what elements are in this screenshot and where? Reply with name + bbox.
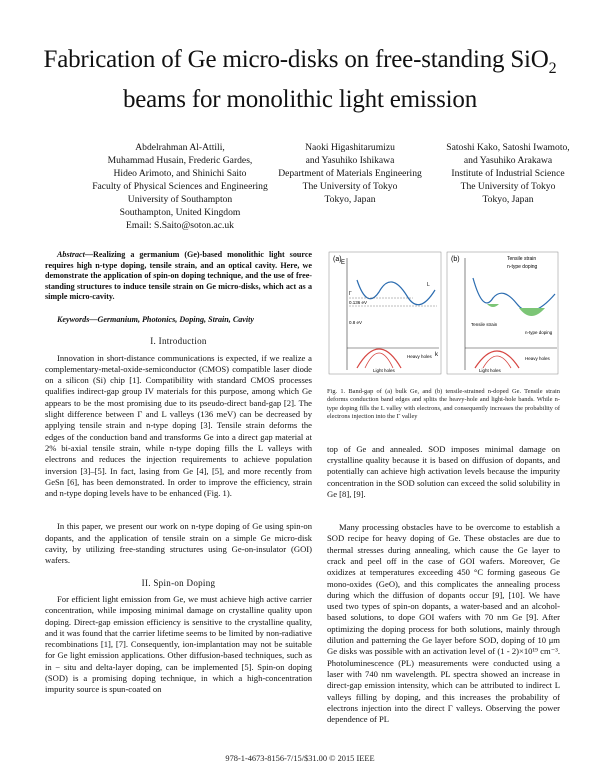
affiliation-line: Tokyo, Japan [482,194,534,205]
panel-b-tensile-top: Tensile strain [507,256,537,262]
panel-a-light-hole-band [365,353,393,368]
affiliation-line: Faculty of Physical Sciences and Engineering [92,181,268,192]
right-column [327,250,560,725]
affiliation-line: Southampton, United Kingdom [119,207,241,218]
section-heading-introduction: I. Introduction [150,336,207,347]
band-diagram [327,250,560,378]
panel-a-l: L [427,282,430,288]
panel-a-k-label: k [435,352,438,358]
page-footer: 978-1-4673-8156-7/15/$31.00 © 2015 IEEE [225,754,375,763]
panel-a-136-label: 0.136 eV [349,300,368,305]
author-line: Abdelrahman Al-Attili, [135,142,225,153]
title-line-1: Fabrication of Ge micro-disks on free-standing SiO [43,46,549,73]
section-heading-spin-on-doping: II. Spin-on Doping [141,577,216,588]
intro-paragraph-2: In this paper, we present our work on n-type doping of Ge using spin-on dopants, and the application of tensile strain on a simple Ge micro-disk cavity, by utilizing free-standing structures using Ge-on-insulator (GOI) wafers. [45,521,312,566]
author-line: Satoshi Kako, Satoshi Iwamoto, [446,142,570,153]
intro-paragraph-1: Innovation in short-distance communications is expected, if we realize a complementary-metal-oxide-semiconductor (CMOS) compatible laser diode on a silicon (Si) chip [1]. Compatibility with standard CMOS processes qualifies indirect-gap group IV materials for this purpose, among which Ge appears to be the most promising due to its pseudo-direct band-gap [2]. The slight difference between Γ and L valleys (136 meV) can be decreased by applying tensile strain and n-type doping [3]. Tensile strain deforms the edges of the conduction band and transforms Ge into a direct gap material at 2% bi-axial tensile strain, while n-type doping fills the L valleys with electrons and reduces the injection requirements to achieve population inversion [3]–[5]. In fact, lasing from Ge [4], [5], and more recently from GeSn [6], has been demonstrated. In order to improve the efficiency, strain and n-type doping levels have to be enhanced (Fig. 1). [45,352,312,499]
author-group-tokyo-materials [262,141,438,206]
author-email: Email: S.Saito@soton.ac.uk [126,220,234,231]
abstract-label: Abstract [57,250,85,259]
author-line: Naoki Higashitarumizu [305,142,395,153]
panel-a-light-holes: Light holes [373,368,395,373]
panel-b-heavy-hole-band [475,351,519,368]
panel-b-tensile-label: Tensile strain [471,322,498,327]
author-line: Hideo Arimoto, and Shinichi Saito [113,168,247,179]
keywords: Keywords—Germanium, Photonics, Doping, Strain, Cavity [57,314,254,324]
panel-a-08-label: 0.8 eV [349,320,363,325]
panel-a-gamma: Γ [349,291,352,297]
affiliation-line: The University of Tokyo [302,181,398,192]
author-group-southampton [80,141,280,232]
left-column [45,250,312,696]
figure-1-caption: Fig. 1. Band-gap of (a) bulk Ge, and (b) tensile-strained n-doped Ge. Tensile strain deforms conduction band edges and splits the heavy-hole and light-hole bands. While n-type doping fills the L valley with electrons, and consequently increases the probability of electrons injection into the Γ valley [327,388,560,421]
author-line: and Yasuhiko Ishikawa [305,155,395,166]
sod-paragraph-1: For efficient light emission from Ge, we must achieve high active carrier concentration, while imposing minimal damage on crystalline quality upon doping. Direct-gap emission efficiency is sensitive to the crystalline quality, and it was found that the carrier lifetime seems to be limited by non-radiative recombinations [1], [7]. Consequently, ion-implantation may not be suitable for Ge light emission applications. Other diffusion-based techniques, such as in − situ and delta-layer doping, can be implemented [5]. Spin-on doping (SOD) is a promising doping technique, in which a high-concentration impurity source is spun-coated on [45,593,312,695]
title-line-2: beams for monolithic light emission [122,86,478,113]
author-group-tokyo-iis [418,141,598,206]
panel-b-label: (b) [451,256,460,263]
panel-a-e-label: E [341,260,346,266]
panel-b-l-valley-fill [519,308,545,316]
panel-a-heavy-hole-band [357,349,401,368]
panel-b-light-holes: Light holes [479,368,501,373]
affiliation-line: Tokyo, Japan [324,194,376,205]
panel-a-heavy-holes: Heavy holes [407,354,432,359]
panel-a-label: (a) [333,256,342,263]
affiliation-line: Institute of Industrial Science [451,168,565,179]
affiliation-line: University of Southampton [127,194,233,205]
affiliation-line: The University of Tokyo [460,181,556,192]
right-paragraph-2: Many processing obstacles have to be overcome to establish a SOD recipe for heavy doping of Ge. These obstacles are due to thermal stresses during annealing, which cause the Ge layer to crack and peel off in the case of GOI wafers. Moreover, Ge oxidizes at temperatures exceeding 450 °C forming gaseous Ge mono-oxides (GeO), and this complicates the annealing process during which the diffusion of dopants occur [9], [10]. We have used two types of spin-on dopants, a water-based and an alcohol-based solutions, to dope GOI wafers with 70 nm Ge [9]. After optimizing the doping process for both solutions, mainly through dilution and patterning the Ge layer before SOD, doping of 10 μm Ge disks was possible with an activation level of (1 - 2)×10¹⁹ cm⁻³. Photoluminescence (PL) measurements were conducted using a laser with 740 nm wavelength. PL spectra showed an increase in direct-gap emission intensity, which can be attributed to indirect L valleys filling by doping, and this increases the probability of electrons injection into the direct Γ valleys. Observing the power dependence of PL [327,522,560,725]
affiliation-line: Department of Materials Engineering [278,168,422,179]
abstract-text: —Realizing a germanium (Ge)-based monolithic light source requires high n-type doping, tensile strain, and an optical cavity. Here, we demonstrate the application of spin-on doping technique, and the use of free-standing structures to induce tensile strain on Ge micro-disks, which act as a simple micro-cavity. [45,250,312,302]
panel-b-ntype-top: n-type doping [507,264,538,270]
abstract [45,250,312,303]
panel-b-gamma-valley-fill [487,304,499,307]
author-line: Muhammad Husain, Frederic Gardes, [107,155,253,166]
right-paragraph-1: top of Ge and annealed. SOD imposes minimal damage on crystalline quality because it is based on diffusion of dopants, and potentially can achieve high activation levels because the impurity concentration in the SOD solution can exceed the solid solubility in Ge [8], [9]. [327,443,560,499]
panel-b-light-hole-band [483,356,511,368]
author-line: and Yasuhiko Arakawa [463,155,553,166]
panel-b-heavy-holes: Heavy holes [525,356,550,361]
panel-a-conduction-band [357,280,435,305]
paper-title [20,44,580,115]
figure-1 [327,250,560,378]
title-subscript: 2 [548,60,557,77]
panel-b-ntype-label: n-type doping [525,330,553,335]
panel-b-conduction-band [473,278,555,311]
